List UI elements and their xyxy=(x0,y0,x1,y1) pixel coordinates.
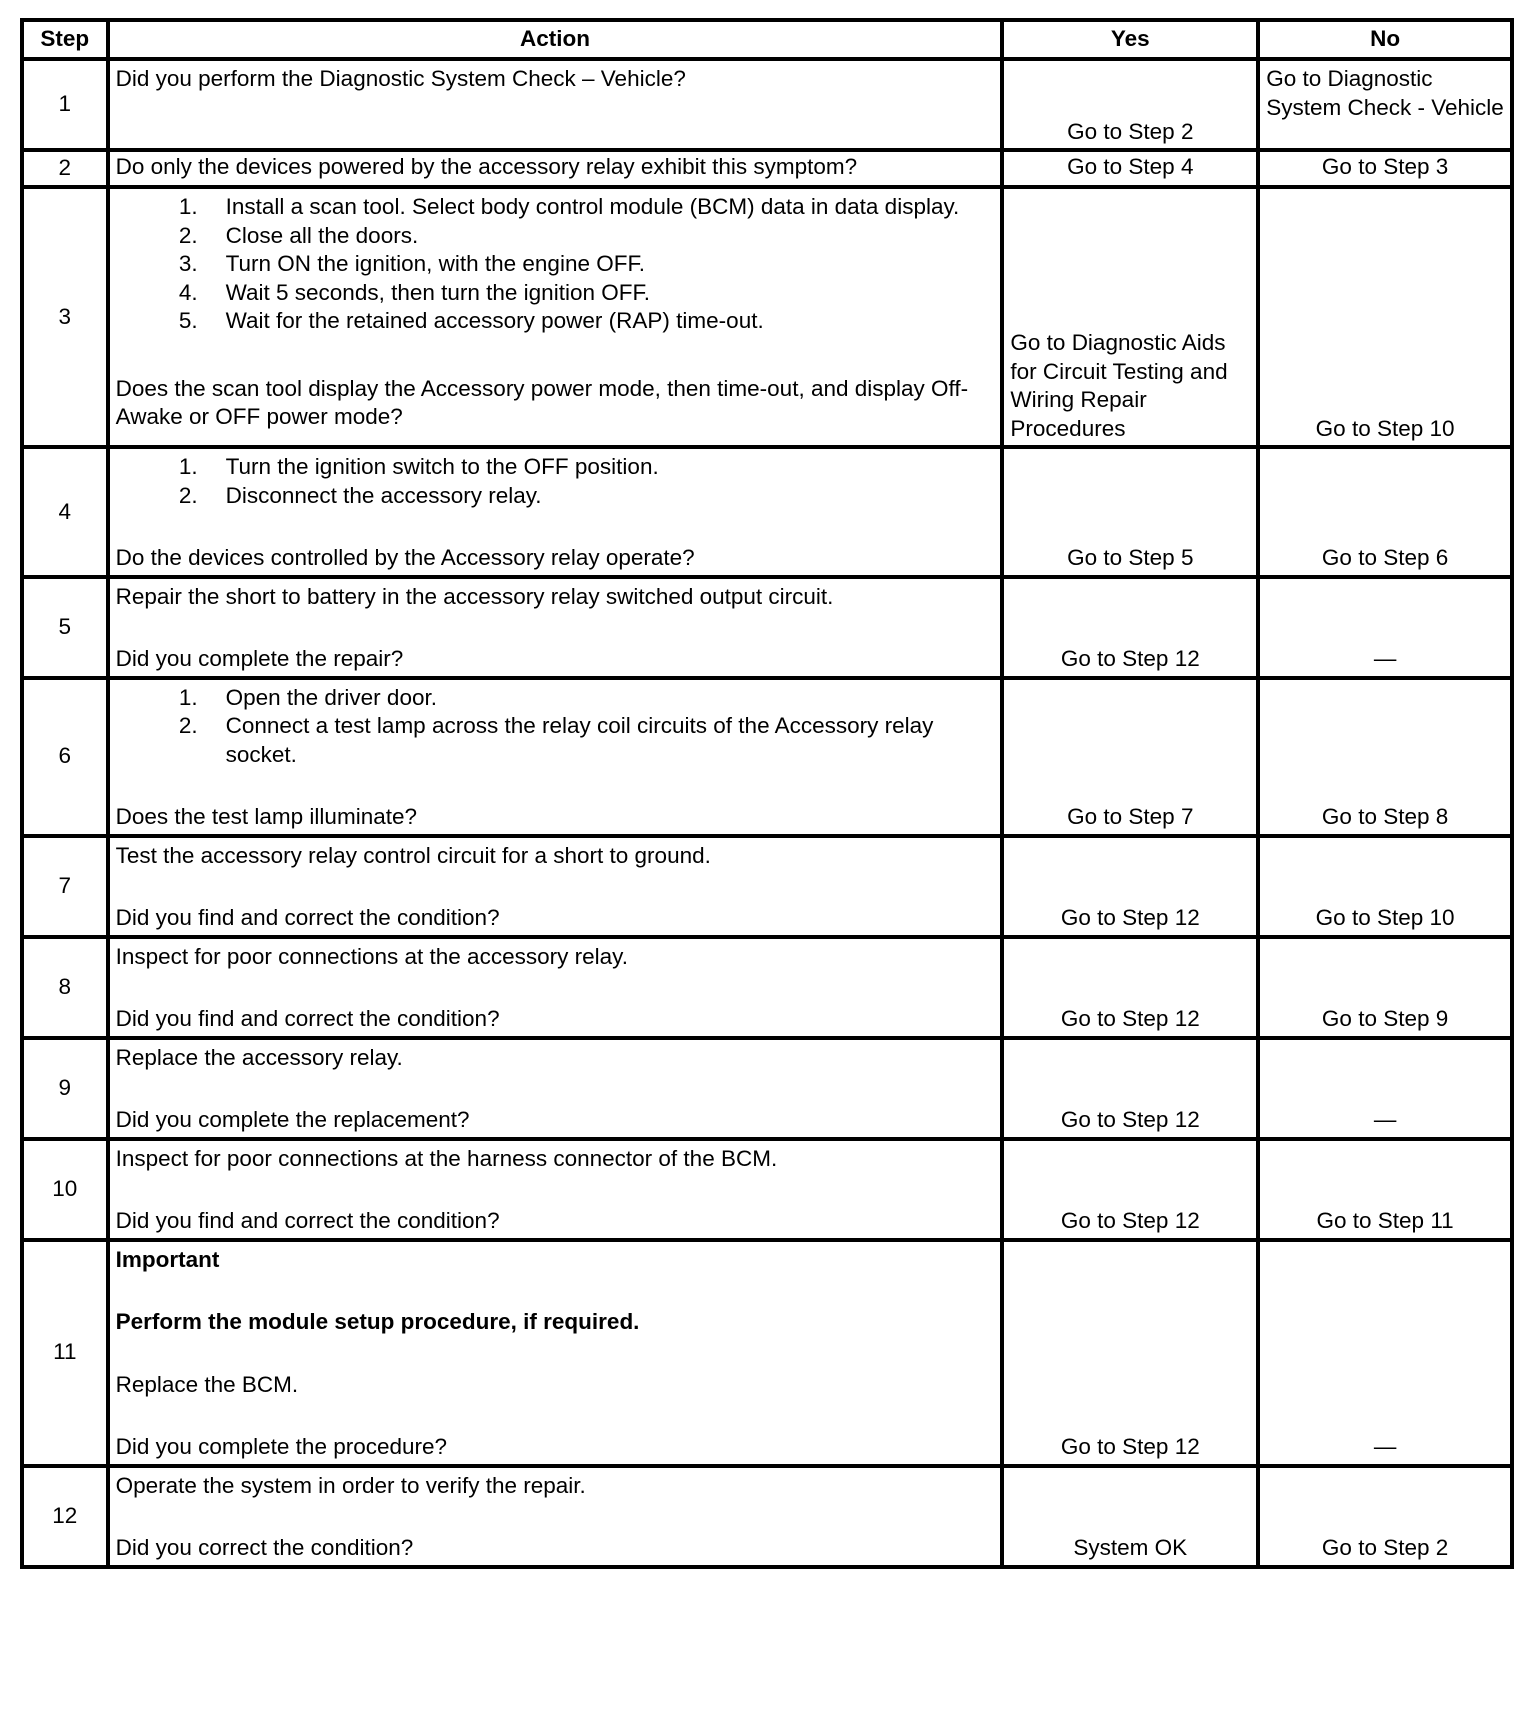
item-text: Wait for the retained accessory power (RAP) time-out. xyxy=(225,308,764,333)
no-cell: Go to Step 2 xyxy=(1258,1466,1512,1567)
action-cell xyxy=(108,187,1003,447)
action-cell xyxy=(108,59,1003,150)
item-text: Close all the doors. xyxy=(225,222,419,248)
yes-cell: Go to Step 12 xyxy=(1002,1240,1258,1466)
list-item xyxy=(116,482,995,511)
action-text: Test the accessory relay control circuit for a short to ground. xyxy=(115,842,711,868)
action-question: Does the scan tool display the Accessory power mode, then time-out, and display Off-Awake or OFF power mode? xyxy=(115,375,969,429)
table-row xyxy=(22,150,1512,187)
item-number: 3. xyxy=(178,251,198,276)
action-cell xyxy=(108,447,1003,577)
action-cell xyxy=(108,678,1003,836)
yes-cell: Go to Step 12 xyxy=(1002,1139,1258,1240)
action-text: Do only the devices powered by the accessory relay exhibit this symptom? xyxy=(115,154,858,180)
procedure-list xyxy=(116,684,995,770)
action-cell xyxy=(108,1240,1003,1466)
no-cell: Go to Step 8 xyxy=(1258,678,1512,836)
action-text: Inspect for poor connections at the accessory relay. xyxy=(115,943,628,969)
action-cell xyxy=(108,577,1003,678)
action-question: Did you complete the replacement? xyxy=(115,1107,470,1132)
table-row xyxy=(22,678,1512,836)
step-number: 12 xyxy=(22,1466,108,1567)
header-row xyxy=(22,20,1512,59)
no-cell: Go to Step 9 xyxy=(1258,937,1512,1038)
item-text: Turn ON the ignition, with the engine OFF. xyxy=(225,251,645,276)
table-row xyxy=(22,836,1512,937)
item-number: 2. xyxy=(178,222,198,248)
item-number: 4. xyxy=(178,279,198,305)
table-row xyxy=(22,187,1512,447)
action-question: Did you find and correct the condition? xyxy=(115,1208,500,1233)
yes-cell: Go to Step 12 xyxy=(1002,577,1258,678)
table-row xyxy=(22,1038,1512,1139)
item-number: 1. xyxy=(178,194,198,219)
header-step: Step xyxy=(22,20,108,59)
no-cell: Go to Step 10 xyxy=(1258,187,1512,447)
step-number: 3 xyxy=(22,187,108,447)
list-item xyxy=(116,712,995,769)
step-number: 1 xyxy=(22,59,108,150)
action-question: Did you complete the repair? xyxy=(115,646,404,671)
no-cell: — xyxy=(1258,577,1512,678)
item-text: Open the driver door. xyxy=(225,684,437,710)
diagnostic-table xyxy=(20,18,1514,1569)
action-question: Did you complete the procedure? xyxy=(115,1434,448,1459)
table-row xyxy=(22,59,1512,150)
action-question: Did you correct the condition? xyxy=(115,1535,414,1560)
table-row xyxy=(22,937,1512,1038)
yes-cell: Go to Step 7 xyxy=(1002,678,1258,836)
list-item xyxy=(116,307,995,336)
header-yes: Yes xyxy=(1002,20,1258,59)
step-number: 11 xyxy=(22,1240,108,1466)
list-item xyxy=(116,250,995,279)
yes-cell: Go to Step 2 xyxy=(1002,59,1258,150)
important-note: Perform the module setup procedure, if required. xyxy=(115,1309,640,1334)
action-question: Did you find and correct the condition? xyxy=(115,1006,500,1031)
action-question: Does the test lamp illuminate? xyxy=(115,804,417,829)
yes-cell: Go to Step 12 xyxy=(1002,937,1258,1038)
procedure-list xyxy=(116,453,995,510)
yes-cell: System OK xyxy=(1002,1466,1258,1567)
list-item xyxy=(116,453,995,482)
no-cell: Go to Step 6 xyxy=(1258,447,1512,577)
important-label: Important xyxy=(115,1246,220,1272)
yes-cell: Go to Step 4 xyxy=(1002,150,1258,187)
list-item xyxy=(116,279,995,308)
item-number: 2. xyxy=(178,713,198,738)
item-number: 5. xyxy=(178,308,198,333)
action-text: Replace the BCM. xyxy=(115,1371,299,1397)
item-number: 1. xyxy=(178,454,198,479)
action-text: Repair the short to battery in the accessory relay switched output circuit. xyxy=(115,583,834,609)
yes-cell: Go to Diagnostic Aids for Circuit Testing and Wiring Repair Procedures xyxy=(1002,187,1258,447)
yes-cell: Go to Step 12 xyxy=(1002,1038,1258,1139)
item-text: Install a scan tool. Select body control module (BCM) data in data display. xyxy=(225,194,960,219)
action-question: Do the devices controlled by the Accessory relay operate? xyxy=(115,545,695,570)
action-question: Did you find and correct the condition? xyxy=(115,905,500,930)
procedure-list xyxy=(116,193,995,336)
no-cell: Go to Step 11 xyxy=(1258,1139,1512,1240)
no-cell: Go to Step 3 xyxy=(1258,150,1512,187)
step-number: 7 xyxy=(22,836,108,937)
action-cell xyxy=(108,937,1003,1038)
list-item xyxy=(116,222,995,251)
no-cell: — xyxy=(1258,1240,1512,1466)
list-item xyxy=(116,684,995,713)
step-number: 5 xyxy=(22,577,108,678)
step-number: 8 xyxy=(22,937,108,1038)
table-row xyxy=(22,577,1512,678)
no-cell: Go to Step 10 xyxy=(1258,836,1512,937)
step-number: 6 xyxy=(22,678,108,836)
action-cell xyxy=(108,150,1003,187)
table-row xyxy=(22,447,1512,577)
item-number: 2. xyxy=(178,482,198,508)
header-no: No xyxy=(1258,20,1512,59)
item-text: Connect a test lamp across the relay coil circuits of the Accessory relay socket. xyxy=(225,713,934,767)
no-cell: Go to Diagnostic System Check - Vehicle xyxy=(1258,59,1512,150)
action-cell xyxy=(108,836,1003,937)
list-item xyxy=(116,193,995,222)
step-number: 10 xyxy=(22,1139,108,1240)
action-text: Inspect for poor connections at the harness connector of the BCM. xyxy=(115,1145,778,1171)
item-number: 1. xyxy=(178,684,198,710)
table-row xyxy=(22,1240,1512,1466)
table-row xyxy=(22,1139,1512,1240)
item-text: Disconnect the accessory relay. xyxy=(225,482,542,508)
item-text: Wait 5 seconds, then turn the ignition OFF. xyxy=(225,279,650,305)
action-cell xyxy=(108,1038,1003,1139)
header-action: Action xyxy=(108,20,1003,59)
step-number: 2 xyxy=(22,150,108,187)
action-cell xyxy=(108,1466,1003,1567)
step-number: 4 xyxy=(22,447,108,577)
action-cell xyxy=(108,1139,1003,1240)
no-cell: — xyxy=(1258,1038,1512,1139)
item-text: Turn the ignition switch to the OFF position. xyxy=(225,454,659,479)
step-number: 9 xyxy=(22,1038,108,1139)
table-row xyxy=(22,1466,1512,1567)
action-text: Replace the accessory relay. xyxy=(115,1044,403,1070)
action-text: Operate the system in order to verify the repair. xyxy=(115,1472,586,1498)
yes-cell: Go to Step 5 xyxy=(1002,447,1258,577)
action-text: Did you perform the Diagnostic System Check – Vehicle? xyxy=(115,66,686,91)
yes-cell: Go to Step 12 xyxy=(1002,836,1258,937)
